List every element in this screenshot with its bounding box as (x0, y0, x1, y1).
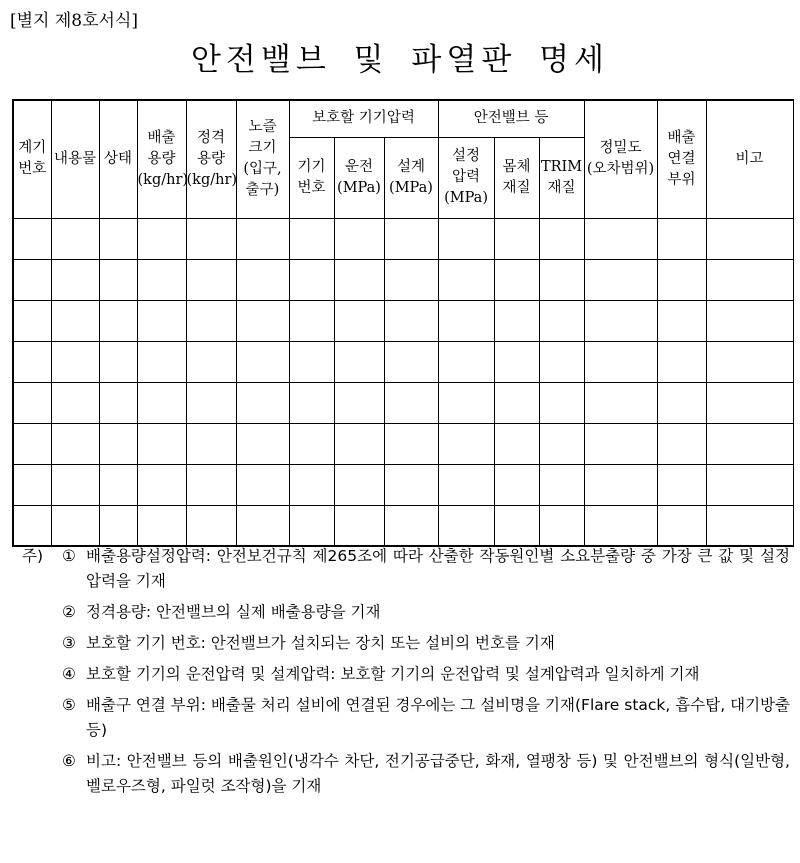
note-text: 배출용량설정압력: 안전보건규칙 제265조에 따라 산출한 작동원인별 소요분출량 중 가장 큰 값 및 설정압력을 기재 (86, 547, 790, 590)
table-cell[interactable] (289, 423, 334, 464)
table-cell[interactable] (438, 505, 494, 546)
table-cell[interactable] (657, 259, 706, 300)
table-cell[interactable] (539, 300, 584, 341)
table-cell[interactable] (99, 341, 137, 382)
notes-lead: 주) (22, 547, 44, 565)
table-cell[interactable] (657, 300, 706, 341)
table-cell[interactable] (706, 505, 793, 546)
table-cell[interactable] (51, 382, 99, 423)
table-cell[interactable] (539, 464, 584, 505)
table-cell[interactable] (13, 382, 51, 423)
table-cell[interactable] (584, 218, 657, 259)
header-state: 상태 (99, 100, 137, 218)
table-cell[interactable] (494, 259, 539, 300)
table-cell[interactable] (584, 341, 657, 382)
table-cell[interactable] (384, 300, 438, 341)
table-cell[interactable] (137, 218, 186, 259)
table-cell[interactable] (99, 505, 137, 546)
header-design-pressure: 설계 (MPa) (384, 137, 438, 218)
table-cell[interactable] (137, 382, 186, 423)
table-cell[interactable] (438, 218, 494, 259)
table-cell[interactable] (584, 505, 657, 546)
table-cell[interactable] (13, 505, 51, 546)
table-cell[interactable] (706, 464, 793, 505)
table-cell[interactable] (494, 341, 539, 382)
table-body (13, 218, 793, 546)
table-cell[interactable] (13, 218, 51, 259)
note-text: 정격용량: 안전밸브의 실제 배출용량을 기재 (86, 603, 381, 621)
table-cell[interactable] (657, 341, 706, 382)
table-cell[interactable] (334, 423, 384, 464)
table-cell[interactable] (334, 259, 384, 300)
table-cell[interactable] (438, 259, 494, 300)
table-cell[interactable] (539, 218, 584, 259)
table-cell[interactable] (289, 218, 334, 259)
table-cell[interactable] (384, 423, 438, 464)
table-cell[interactable] (99, 259, 137, 300)
header-safety-valve: 안전밸브 등 (438, 100, 584, 137)
table-cell[interactable] (657, 505, 706, 546)
table-cell[interactable] (99, 218, 137, 259)
table-row (13, 464, 793, 505)
table-cell[interactable] (539, 382, 584, 423)
table-cell[interactable] (494, 505, 539, 546)
form-number: [별지 제8호서식] (10, 11, 139, 31)
table-cell[interactable] (494, 423, 539, 464)
table-cell[interactable] (289, 341, 334, 382)
table-cell[interactable] (334, 218, 384, 259)
table-cell[interactable] (584, 464, 657, 505)
header-operating-pressure: 운전 (MPa) (334, 137, 384, 218)
table-cell[interactable] (334, 464, 384, 505)
table-cell[interactable] (236, 464, 289, 505)
table-cell[interactable] (438, 341, 494, 382)
table-cell[interactable] (13, 300, 51, 341)
notes-section (22, 544, 790, 805)
table-cell[interactable] (584, 382, 657, 423)
table-cell[interactable] (584, 259, 657, 300)
header-protected-equipment: 보호할 기기압력 (289, 100, 438, 137)
table-cell[interactable] (137, 505, 186, 546)
table-cell[interactable] (289, 300, 334, 341)
table-cell[interactable] (186, 382, 236, 423)
header-tag-no: 계기 번호 (13, 100, 51, 218)
table-cell[interactable] (236, 423, 289, 464)
note-item (22, 693, 790, 743)
table-cell[interactable] (657, 464, 706, 505)
table-cell[interactable] (384, 464, 438, 505)
table-cell[interactable] (51, 423, 99, 464)
table-row (13, 382, 793, 423)
table-cell[interactable] (137, 300, 186, 341)
table-cell[interactable] (186, 259, 236, 300)
table-cell[interactable] (384, 505, 438, 546)
table-cell[interactable] (706, 259, 793, 300)
note-item (22, 749, 790, 799)
header-accuracy: 정밀도 (오차범위) (584, 100, 657, 218)
table-cell[interactable] (289, 464, 334, 505)
header-discharge-capacity: 배출 용량 (kg/hr) (137, 100, 186, 218)
table-cell[interactable] (13, 259, 51, 300)
table-cell[interactable] (539, 423, 584, 464)
table-cell[interactable] (657, 382, 706, 423)
table-cell[interactable] (539, 259, 584, 300)
table-cell[interactable] (99, 464, 137, 505)
note-item (22, 662, 790, 687)
safety-valve-spec-table (12, 99, 794, 547)
table-cell[interactable] (438, 464, 494, 505)
note-marker: ② (62, 603, 76, 621)
note-marker: ③ (62, 634, 76, 652)
table-cell[interactable] (51, 259, 99, 300)
table-cell[interactable] (334, 382, 384, 423)
table-cell[interactable] (706, 218, 793, 259)
table-cell[interactable] (186, 218, 236, 259)
note-marker: ⑤ (62, 696, 76, 714)
table-row (13, 259, 793, 300)
table-cell[interactable] (137, 464, 186, 505)
table-cell[interactable] (384, 341, 438, 382)
note-item (22, 631, 790, 656)
table-cell[interactable] (438, 382, 494, 423)
table-row (13, 505, 793, 546)
table-row (13, 218, 793, 259)
table-cell[interactable] (186, 464, 236, 505)
note-text: 보호할 기기 번호: 안전밸브가 설치되는 장치 또는 설비의 번호를 기재 (86, 634, 555, 652)
table-cell[interactable] (334, 300, 384, 341)
table-row (13, 300, 793, 341)
note-text: 보호할 기기의 운전압력 및 설계압력: 보호할 기기의 운전압력 및 설계압력과 일치하게 기재 (86, 665, 700, 683)
table-cell[interactable] (13, 464, 51, 505)
note-marker: ④ (62, 665, 76, 683)
note-text: 비고: 안전밸브 등의 배출원인(냉각수 차단, 전기공급중단, 화재, 열팽창 등) 및 안전밸브의 형식(일반형, 벨로우즈형, 파일럿 조작형)을 기재 (86, 752, 790, 795)
table-cell[interactable] (186, 300, 236, 341)
note-item (22, 544, 790, 594)
table-cell[interactable] (657, 423, 706, 464)
table-cell[interactable] (657, 218, 706, 259)
table-cell[interactable] (99, 423, 137, 464)
header-remarks: 비고 (706, 100, 793, 218)
table-cell[interactable] (494, 300, 539, 341)
header-set-pressure: 설정 압력 (MPa) (438, 137, 494, 218)
header-contents: 내용물 (51, 100, 99, 218)
table-cell[interactable] (384, 382, 438, 423)
table-cell[interactable] (13, 341, 51, 382)
header-equipment-no: 기기 번호 (289, 137, 334, 218)
table-cell[interactable] (334, 341, 384, 382)
table-cell[interactable] (706, 341, 793, 382)
table-cell[interactable] (494, 218, 539, 259)
note-marker: ① (62, 547, 76, 565)
note-text: 배출구 연결 부위: 배출물 처리 설비에 연결된 경우에는 그 설비명을 기재(Flare stack, 흡수탑, 대기방출 등) (86, 696, 790, 739)
table-cell[interactable] (438, 423, 494, 464)
table-cell[interactable] (438, 300, 494, 341)
table-cell[interactable] (137, 259, 186, 300)
table-cell[interactable] (236, 218, 289, 259)
table-cell[interactable] (584, 423, 657, 464)
header-rated-capacity: 정격 용량 (kg/hr) (186, 100, 236, 218)
table-cell[interactable] (13, 423, 51, 464)
header-trim-material: TRIM 재질 (539, 137, 584, 218)
note-item (22, 600, 790, 625)
header-body-material: 몸체 재질 (494, 137, 539, 218)
table-cell[interactable] (539, 505, 584, 546)
table-cell[interactable] (539, 341, 584, 382)
table-cell[interactable] (137, 341, 186, 382)
table-row (13, 341, 793, 382)
table-cell[interactable] (236, 341, 289, 382)
table-cell[interactable] (494, 382, 539, 423)
table-cell[interactable] (384, 218, 438, 259)
table-cell[interactable] (236, 382, 289, 423)
header-discharge-connection: 배출 연결 부위 (657, 100, 706, 218)
table-cell[interactable] (289, 505, 334, 546)
table-cell[interactable] (186, 423, 236, 464)
table-cell[interactable] (51, 300, 99, 341)
table-cell[interactable] (137, 423, 186, 464)
table-cell[interactable] (51, 464, 99, 505)
table-cell[interactable] (186, 341, 236, 382)
table-cell[interactable] (51, 341, 99, 382)
table-cell[interactable] (289, 382, 334, 423)
page-title: 안전밸브 및 파열판 명세 (190, 42, 610, 78)
table-cell[interactable] (584, 300, 657, 341)
table-cell[interactable] (236, 259, 289, 300)
table-cell[interactable] (51, 505, 99, 546)
table-cell[interactable] (236, 300, 289, 341)
table-cell[interactable] (289, 259, 334, 300)
header-nozzle-size: 노즐 크기 (입구, 출구) (236, 100, 289, 218)
table-cell[interactable] (706, 423, 793, 464)
table-cell[interactable] (494, 464, 539, 505)
note-marker: ⑥ (62, 752, 76, 770)
table-cell[interactable] (51, 218, 99, 259)
table-cell[interactable] (706, 300, 793, 341)
table-cell[interactable] (706, 382, 793, 423)
table-cell[interactable] (236, 505, 289, 546)
table-cell[interactable] (99, 382, 137, 423)
table-cell[interactable] (186, 505, 236, 546)
table-cell[interactable] (384, 259, 438, 300)
table-cell[interactable] (334, 505, 384, 546)
table-cell[interactable] (99, 300, 137, 341)
table-row (13, 423, 793, 464)
